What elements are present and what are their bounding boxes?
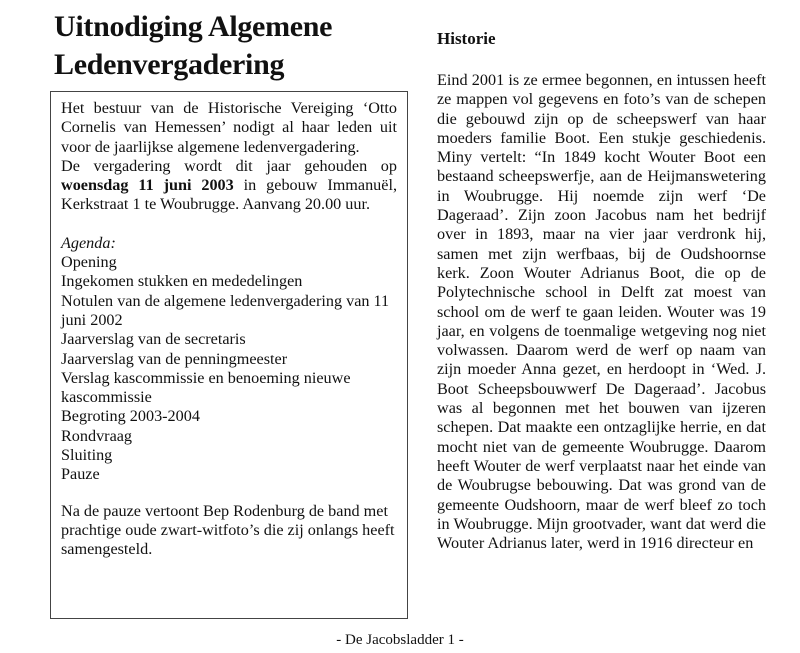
meeting-suffix: in gebouw Immanuël, Kerkstraat 1 te Woubrugge. Aanvang 20.00 uur. xyxy=(61,176,398,214)
agenda-label-line: Agenda: xyxy=(61,233,116,252)
agenda-item: Verslag kascommissie en benoeming nieuwe kascommissie xyxy=(61,368,351,407)
history-column xyxy=(437,28,766,553)
page-footer: - De Jacobsladder 1 - xyxy=(336,632,464,648)
agenda-item: Notulen van de algemene ledenvergadering van 11 juni 2002 xyxy=(61,291,390,329)
agenda-item: Begroting 2003-2004 xyxy=(61,407,200,426)
meeting-prefix: De vergadering wordt dit jaar gehouden op xyxy=(61,156,397,175)
agenda-item: Opening xyxy=(61,253,117,272)
invitation-intro: Het bestuur van de Historische Vereiging ‘Otto Cornelis van Hemessen’ nodigt al haar leden uit voor de jaarlijkse algemene ledenvergadering. xyxy=(61,99,397,156)
agenda-item: Ingekomen stukken en mededelingen xyxy=(61,272,303,291)
after-pause-text: Na de pauze vertoont Bep Rodenburg de band met prachtige oude zwart-witfoto’s die zij onlangs heeft samengesteld. xyxy=(61,501,395,559)
meeting-date: woensdag 11 juni 2003 xyxy=(61,176,234,195)
invitation-heading: Uitnodiging Algemene Ledenvergadering xyxy=(54,10,333,81)
invitation-box xyxy=(50,91,408,619)
meeting-details xyxy=(61,157,397,215)
agenda-item: Rondvraag xyxy=(61,426,133,445)
agenda-label: Agenda xyxy=(61,233,111,252)
agenda-item: Sluiting xyxy=(61,446,113,465)
agenda-item: Pauze xyxy=(61,465,100,484)
history-body: Eind 2001 is ze ermee begonnen, en intussen heeft ze mappen vol gegevens en foto’s van de schepen die gebouwd zijn op de scheepswerf van haar moeders familie Boot. Een stukje geschiedenis. Miny vertelt: “In 1849 kocht Wouter Boot een bestaand scheepswerfje, aan de Heijmanswetering in Woubrugge. Hij noemde zijn werf ‘De Dageraad’. Zijn zoon Jacobus nam het bedrijf over in 1893, maar na vier jaar verdronk hij, samen met zijn werfbaas, bij de Oudshoornse kerk. Zoon Wouter Adrianus Boot, die op de Polytechnische school in Delft zat moest van school om de werf te gaan leiden. Wouter was 19 jaar, en volgens de toenmalige wetgeving nog niet volwassen. Daarom werd de werf op naam van zijn moeder Anna gezet, en herdoopt in ‘Wed. J. Boot Scheepsbouwwerf De Dageraad’. Jacobus was al begonnen met het bouwen van ijzeren schepen. Dat maakte een ontzaglijke herrie, en dat mocht niet van de gemeente Woubrugge. Daarom heeft Wouter de werf verplaatst naar het einde van de Woubrugse bebouwing. Dat was grond van de gemeente Oudshoorn, maar de werf bleef zo toch in Woubrugge. Mijn grootvader, want dat werd die Wouter Adrianus later, werd in 1916 directeur en xyxy=(437,71,766,553)
agenda-list xyxy=(61,253,397,485)
agenda-item: Jaarverslag van de penningmeester xyxy=(61,349,288,368)
agenda-item: Jaarverslag van de secretaris xyxy=(61,330,246,349)
history-title: Historie xyxy=(437,29,496,48)
